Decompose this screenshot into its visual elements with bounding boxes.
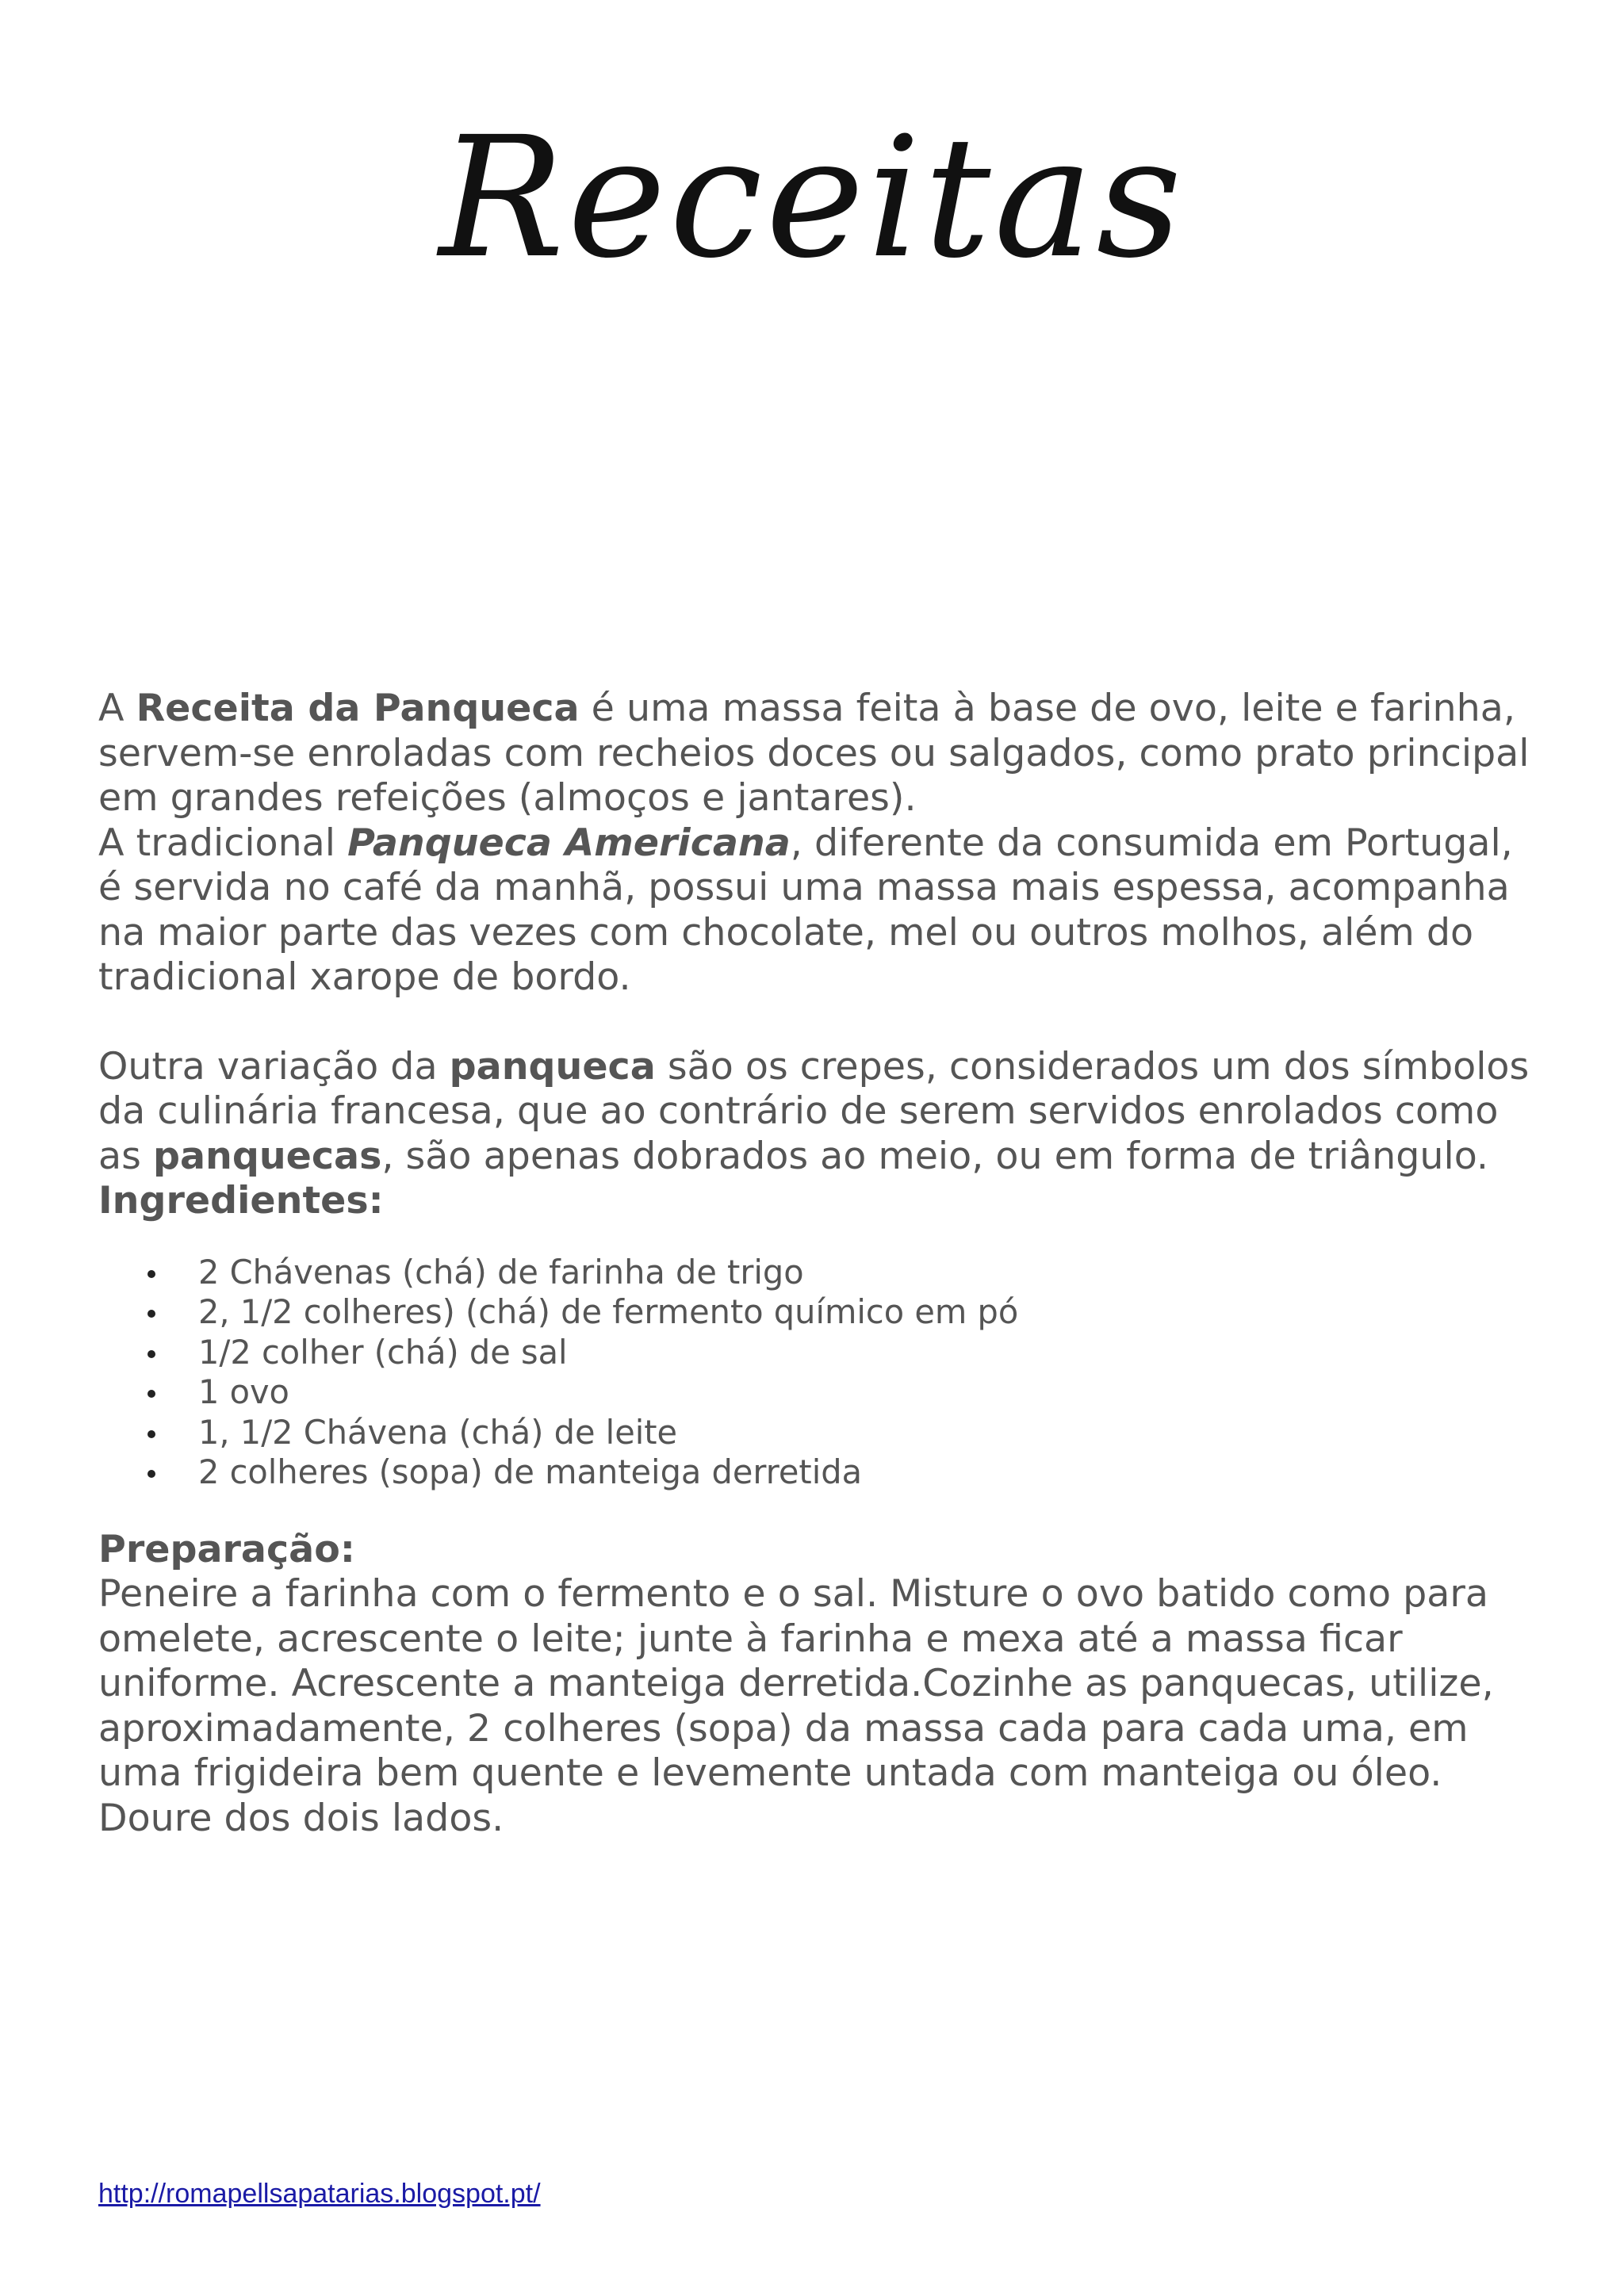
recipe-body [98, 687, 1542, 1841]
bold-text: panquecas [152, 1134, 382, 1178]
bold-italic-text: Panqueca Americana [347, 821, 791, 865]
text-run: é uma massa feita à base de ovo, leite e farinha, servem-se enroladas com recheios doces ou salgados, como prato principal em grandes refeições (almoços e jantares). [98, 687, 1530, 820]
intro-paragraph-3 [98, 1045, 1542, 1180]
list-item: 2, 1/2 colheres) (chá) de fermento químico em pó [98, 1292, 1542, 1333]
footer-link[interactable]: http://romapellsapatarias.blogspot.pt/ [98, 2179, 541, 2209]
text-run: Outra variação da [98, 1044, 450, 1089]
preparation-text: Peneire a farinha com o fermento e o sal. Misture o ovo batido como para omelete, acrescente o leite; junte à farinha e mexa até a massa ficar uniforme. Acrescente a manteiga derretida.Cozinhe as panquecas, utilize, aproximadamente, 2 colheres (sopa) da massa cada para cada uma, em uma frigideira bem quente e levemente untada com manteiga ou óleo. Doure dos dois lados. [98, 1572, 1494, 1840]
text-run: são os crepes, considerados um dos símbolos da culinária francesa, que ao contrário de serem servidos enrolados como as [98, 1044, 1530, 1178]
heading-text: Ingredientes: [98, 1179, 384, 1223]
text-run: , são apenas dobrados ao meio, ou em forma de triângulo. [381, 1134, 1489, 1178]
heading-text: Preparação: [98, 1527, 355, 1571]
bold-text: panqueca [449, 1044, 656, 1089]
page-title: Receitas [439, 101, 1185, 295]
list-item: 2 Chávenas (chá) de farinha de trigo [98, 1253, 1542, 1293]
list-item: 2 colheres (sopa) de manteiga derretida [98, 1452, 1542, 1493]
list-item: 1, 1/2 Chávena (chá) de leite [98, 1413, 1542, 1453]
intro-paragraph-1 [98, 687, 1542, 821]
text-run: A [98, 687, 136, 730]
list-item: 1/2 colher (chá) de sal [98, 1333, 1542, 1373]
preparation-heading [98, 1528, 1542, 1573]
ingredients-list [98, 1253, 1542, 1493]
list-item: 1 ovo [98, 1372, 1542, 1413]
text-run: A tradicional [98, 821, 348, 865]
ingredients-heading [98, 1179, 1542, 1224]
bold-text: Receita da Panqueca [136, 687, 580, 730]
text-run: , diferente da consumida em Portugal, é servida no café da manhã, possui uma massa mais espessa, acompanha na maior parte das vezes com chocolate, mel ou outros molhos, além do tradicional xarope de bordo. [98, 821, 1513, 999]
intro-paragraph-2 [98, 821, 1542, 1001]
